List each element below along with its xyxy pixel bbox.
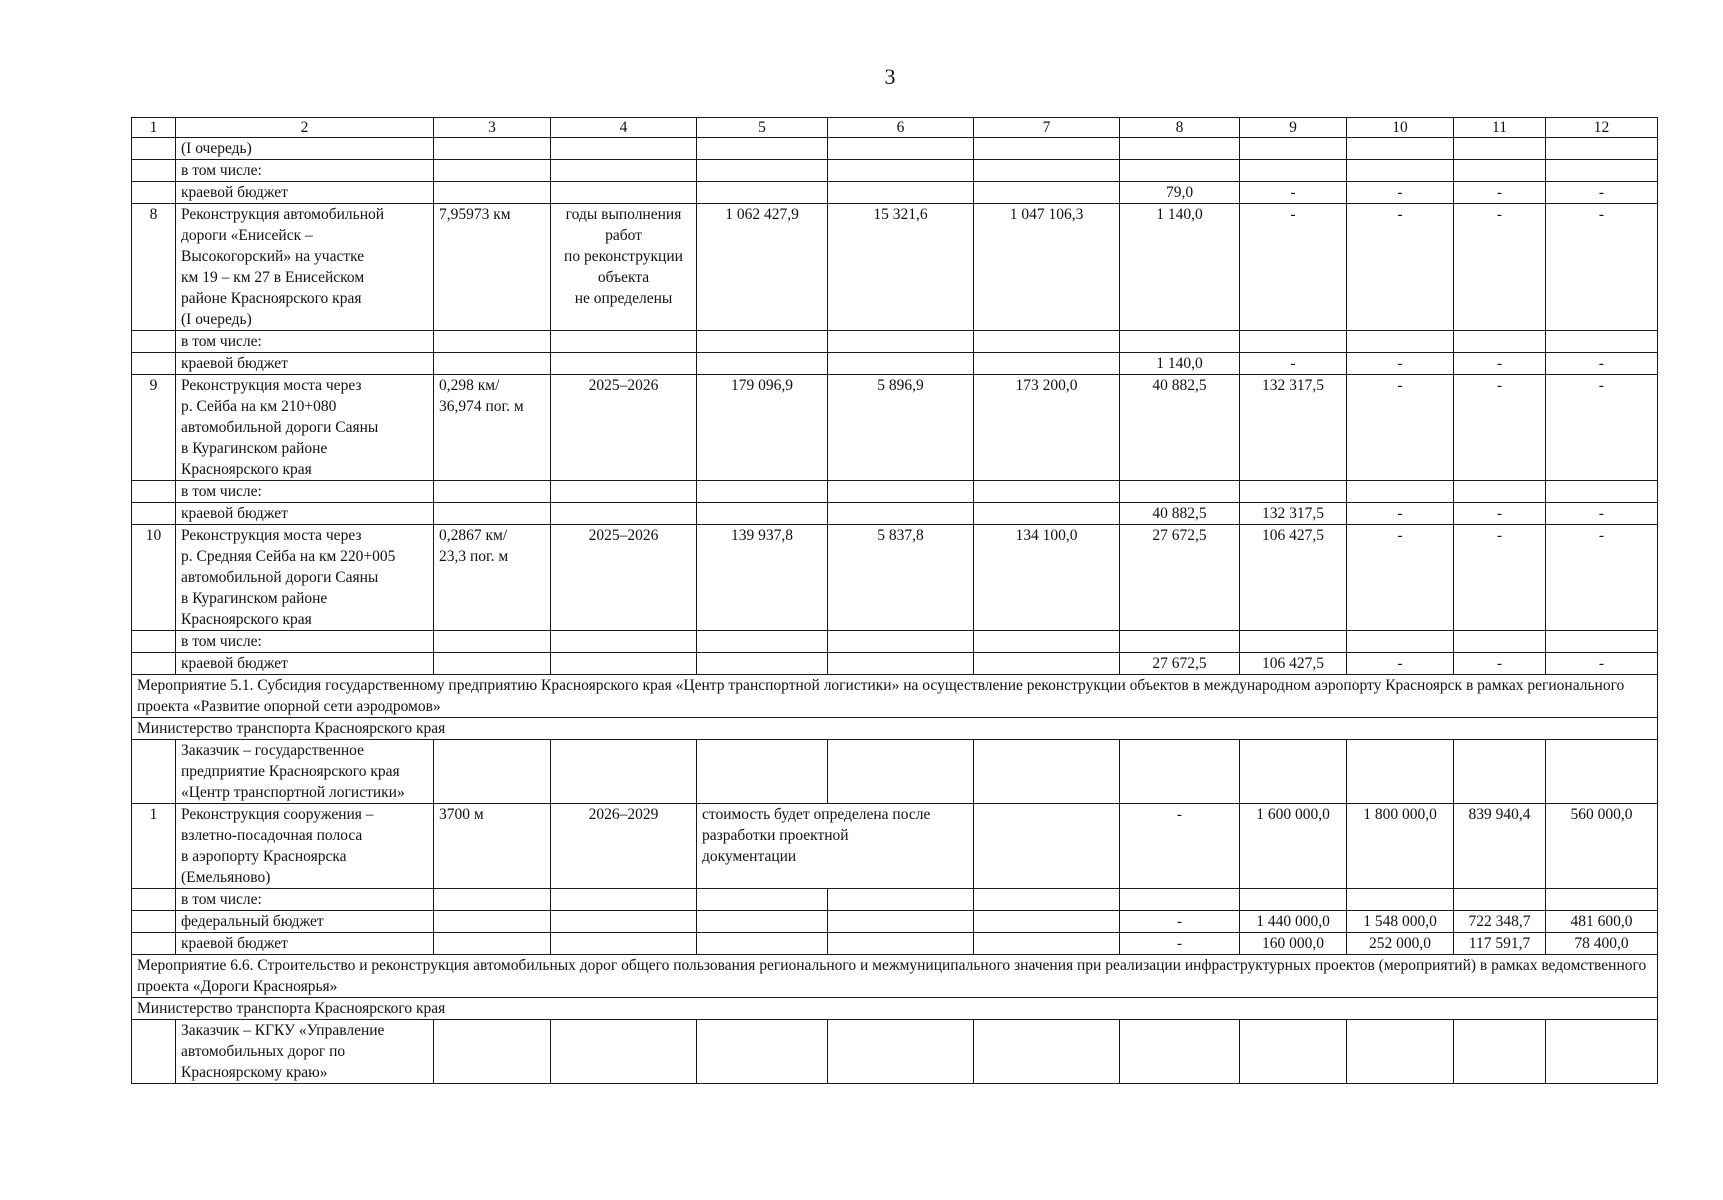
table-cell (828, 353, 974, 375)
table-cell: стоимость будет определена после разработки проектной документации (697, 804, 974, 889)
table-row (132, 933, 1658, 955)
table-cell: 15 321,6 (828, 204, 974, 331)
table-cell: 2026–2029 (551, 804, 697, 889)
table-cell: 1 800 000,0 (1347, 804, 1454, 889)
table-cell: краевой бюджет (176, 653, 434, 675)
table-cell: 40 882,5 (1120, 375, 1240, 481)
table-cell (828, 933, 974, 955)
table-cell (974, 1020, 1120, 1084)
table-cell: - (1454, 503, 1546, 525)
column-header: 1 (132, 118, 176, 138)
table-cell (1120, 138, 1240, 160)
table-cell (1347, 889, 1454, 911)
table-cell (974, 933, 1120, 955)
table-cell (1546, 631, 1658, 653)
table-cell: 839 940,4 (1454, 804, 1546, 889)
table-cell (1240, 740, 1347, 804)
table-cell (697, 653, 828, 675)
column-header: 3 (434, 118, 551, 138)
table-cell (1454, 331, 1546, 353)
table-cell: 9 (132, 375, 176, 481)
column-header: 4 (551, 118, 697, 138)
table-row (132, 182, 1658, 204)
table-cell: - (1240, 204, 1347, 331)
table-cell: - (1546, 653, 1658, 675)
table-cell: 173 200,0 (974, 375, 1120, 481)
table-cell (1546, 1020, 1658, 1084)
table-cell: - (1546, 503, 1658, 525)
table-cell (697, 182, 828, 204)
table-cell (1454, 1020, 1546, 1084)
table-cell: 1 047 106,3 (974, 204, 1120, 331)
table-cell (434, 138, 551, 160)
table-cell (1347, 138, 1454, 160)
table-cell (434, 889, 551, 911)
table-cell: - (1240, 182, 1347, 204)
table-cell (132, 653, 176, 675)
table-cell: 160 000,0 (1240, 933, 1347, 955)
table-cell: 1 440 000,0 (1240, 911, 1347, 933)
table-cell: 106 427,5 (1240, 653, 1347, 675)
table-cell (434, 653, 551, 675)
table-row (132, 525, 1658, 631)
table-cell (1454, 138, 1546, 160)
table-cell (434, 182, 551, 204)
table-cell: краевой бюджет (176, 182, 434, 204)
table-cell (551, 331, 697, 353)
table-cell (1454, 889, 1546, 911)
table-cell: 5 896,9 (828, 375, 974, 481)
table-cell (434, 331, 551, 353)
table-cell (551, 481, 697, 503)
table-cell (697, 138, 828, 160)
column-header: 12 (1546, 118, 1658, 138)
table-cell (828, 138, 974, 160)
table-cell (974, 889, 1120, 911)
table-cell: - (1120, 911, 1240, 933)
table-cell: - (1347, 653, 1454, 675)
table-cell (132, 889, 176, 911)
table-cell (697, 503, 828, 525)
table-cell (828, 503, 974, 525)
table-cell (132, 182, 176, 204)
table-cell: - (1546, 375, 1658, 481)
table-cell (1240, 631, 1347, 653)
table-cell: 1 600 000,0 (1240, 804, 1347, 889)
table-cell (132, 138, 176, 160)
table-cell (1546, 740, 1658, 804)
table-row (132, 911, 1658, 933)
table-cell: 117 591,7 (1454, 933, 1546, 955)
table-cell (974, 631, 1120, 653)
table-cell: 481 600,0 (1546, 911, 1658, 933)
table-cell (1120, 331, 1240, 353)
table-cell: - (1546, 525, 1658, 631)
table-cell (974, 182, 1120, 204)
section-title: Мероприятие 6.6. Строительство и реконструкция автомобильных дорог общего пользования регионального и межмуниципального значения при реализации инфраструктурных проектов (мероприятий) в рамках ведомственного проекта «Дороги Красноярья» (132, 955, 1658, 998)
table-cell: - (1347, 353, 1454, 375)
table-row (132, 889, 1658, 911)
table-row (132, 740, 1658, 804)
table-cell: 7,95973 км (434, 204, 551, 331)
table-cell (1546, 331, 1658, 353)
table-cell: федеральный бюджет (176, 911, 434, 933)
table-cell (1546, 138, 1658, 160)
table-cell: в том числе: (176, 160, 434, 182)
table-cell: 1 062 427,9 (697, 204, 828, 331)
table-row (132, 1020, 1658, 1084)
table-row (132, 331, 1658, 353)
table-cell (132, 631, 176, 653)
table-cell: - (1454, 525, 1546, 631)
table-cell: - (1347, 182, 1454, 204)
table-cell: - (1454, 204, 1546, 331)
table-cell (1120, 631, 1240, 653)
table-cell (1240, 138, 1347, 160)
table-cell: в том числе: (176, 631, 434, 653)
table-cell: 40 882,5 (1120, 503, 1240, 525)
table-cell (974, 804, 1120, 889)
table-cell (697, 889, 828, 911)
table-cell (828, 889, 974, 911)
table-cell (1546, 481, 1658, 503)
table-cell: 560 000,0 (1546, 804, 1658, 889)
table-cell (974, 138, 1120, 160)
table-cell (551, 911, 697, 933)
table-cell: - (1454, 353, 1546, 375)
table-cell: Заказчик – государственное предприятие Красноярского края «Центр транспортной логистики» (176, 740, 434, 804)
table-cell (697, 1020, 828, 1084)
table-cell (1347, 740, 1454, 804)
table-cell (434, 740, 551, 804)
table-row (132, 804, 1658, 889)
table-cell (132, 740, 176, 804)
table-cell: 27 672,5 (1120, 653, 1240, 675)
table-cell (1120, 889, 1240, 911)
table-row (132, 353, 1658, 375)
table-cell (974, 911, 1120, 933)
table-cell: 8 (132, 204, 176, 331)
table-cell (1120, 481, 1240, 503)
page-number: 3 (884, 64, 896, 89)
table-cell (828, 481, 974, 503)
table-cell: - (1546, 182, 1658, 204)
table-cell: 3700 м (434, 804, 551, 889)
section-row (132, 998, 1658, 1020)
table-cell (697, 740, 828, 804)
table-cell: 179 096,9 (697, 375, 828, 481)
table-row (132, 481, 1658, 503)
table-cell (551, 182, 697, 204)
table-cell: 134 100,0 (974, 525, 1120, 631)
table-cell: 0,2867 км/ 23,3 пог. м (434, 525, 551, 631)
table-cell (1454, 481, 1546, 503)
table-row (132, 160, 1658, 182)
table-cell (828, 331, 974, 353)
table-cell (434, 503, 551, 525)
table-cell (828, 182, 974, 204)
table-cell: 1 (132, 804, 176, 889)
table-cell: краевой бюджет (176, 503, 434, 525)
table-cell (434, 1020, 551, 1084)
table-cell: в том числе: (176, 331, 434, 353)
column-header: 8 (1120, 118, 1240, 138)
table-row (132, 503, 1658, 525)
table-cell (1347, 331, 1454, 353)
table-cell (434, 933, 551, 955)
table-cell (1347, 631, 1454, 653)
table-cell (1120, 1020, 1240, 1084)
table-cell (828, 631, 974, 653)
table-cell: краевой бюджет (176, 353, 434, 375)
table-cell (697, 933, 828, 955)
table-cell (828, 160, 974, 182)
column-header: 11 (1454, 118, 1546, 138)
table-cell: 139 937,8 (697, 525, 828, 631)
table-cell (551, 631, 697, 653)
table-cell: Реконструкция автомобильной дороги «Енисейск – Высокогорский» на участке км 19 – км 27 в Енисейском районе Красноярского края (I очередь) (176, 204, 434, 331)
table-cell (434, 481, 551, 503)
table-cell (1240, 889, 1347, 911)
table-row (132, 631, 1658, 653)
table-cell (1546, 160, 1658, 182)
budget-table (131, 117, 1658, 1084)
table-cell (132, 353, 176, 375)
table-row (132, 204, 1658, 331)
table-cell: - (1546, 204, 1658, 331)
table-cell: Реконструкция моста через р. Сейба на км 210+080 автомобильной дороги Саяны в Курагинском районе Красноярского края (176, 375, 434, 481)
table-cell (828, 653, 974, 675)
table-cell (132, 331, 176, 353)
section-row (132, 718, 1658, 740)
table-cell: - (1546, 353, 1658, 375)
table-cell (1240, 160, 1347, 182)
table-cell (974, 740, 1120, 804)
table-cell (551, 889, 697, 911)
table-cell (697, 911, 828, 933)
table-cell (974, 160, 1120, 182)
table-row (132, 653, 1658, 675)
table-cell (1240, 481, 1347, 503)
table-cell (132, 911, 176, 933)
table-cell: 10 (132, 525, 176, 631)
table-cell: - (1347, 525, 1454, 631)
table-cell: 0,298 км/ 36,974 пог. м (434, 375, 551, 481)
table-cell (697, 353, 828, 375)
table-cell (697, 160, 828, 182)
table-cell: Реконструкция сооружения – взлетно-посадочная полоса в аэропорту Красноярска (Емельяново) (176, 804, 434, 889)
table-cell (132, 503, 176, 525)
table-cell (974, 481, 1120, 503)
column-header: 10 (1347, 118, 1454, 138)
table-cell (434, 353, 551, 375)
table-cell: в том числе: (176, 889, 434, 911)
table-row (132, 138, 1658, 160)
table-cell (1347, 481, 1454, 503)
table-cell: 132 317,5 (1240, 375, 1347, 481)
table-cell: Реконструкция моста через р. Средняя Сейба на км 220+005 автомобильной дороги Саяны в Курагинском районе Красноярского края (176, 525, 434, 631)
table-cell (974, 331, 1120, 353)
table-cell (828, 911, 974, 933)
column-header: 5 (697, 118, 828, 138)
table-cell: краевой бюджет (176, 933, 434, 955)
table-cell (697, 481, 828, 503)
table-cell: 722 348,7 (1454, 911, 1546, 933)
table-cell (1240, 1020, 1347, 1084)
table-cell (551, 503, 697, 525)
table-cell (1546, 889, 1658, 911)
table-cell: - (1347, 375, 1454, 481)
table-cell (551, 1020, 697, 1084)
table-cell (132, 160, 176, 182)
table-cell: (I очередь) (176, 138, 434, 160)
table-cell (551, 740, 697, 804)
table-cell: - (1347, 503, 1454, 525)
table-cell (1347, 160, 1454, 182)
table-cell (697, 331, 828, 353)
table-cell: 27 672,5 (1120, 525, 1240, 631)
table-cell (434, 911, 551, 933)
table-cell (1240, 331, 1347, 353)
table-cell (1347, 1020, 1454, 1084)
table-cell (1120, 160, 1240, 182)
column-header: 9 (1240, 118, 1347, 138)
table-cell: - (1240, 353, 1347, 375)
table-cell (551, 653, 697, 675)
table-cell (974, 353, 1120, 375)
table-cell (551, 138, 697, 160)
table-cell: - (1120, 933, 1240, 955)
table-cell (1120, 740, 1240, 804)
table-cell: - (1454, 182, 1546, 204)
table-cell: 106 427,5 (1240, 525, 1347, 631)
table-cell: - (1454, 653, 1546, 675)
column-header-row (132, 118, 1658, 138)
table-cell: в том числе: (176, 481, 434, 503)
table-cell (551, 353, 697, 375)
table-cell: 1 140,0 (1120, 353, 1240, 375)
table-cell: - (1347, 204, 1454, 331)
table-row (132, 375, 1658, 481)
table-cell (1454, 160, 1546, 182)
table-cell (132, 1020, 176, 1084)
section-title: Министерство транспорта Красноярского края (132, 998, 1658, 1020)
table-cell: 78 400,0 (1546, 933, 1658, 955)
table-cell (551, 933, 697, 955)
table-cell: 2025–2026 (551, 375, 697, 481)
table-cell: 79,0 (1120, 182, 1240, 204)
table-cell (551, 160, 697, 182)
table-cell: 1 548 000,0 (1347, 911, 1454, 933)
table-cell (974, 653, 1120, 675)
table-cell (828, 740, 974, 804)
table-cell (697, 631, 828, 653)
table-cell (828, 1020, 974, 1084)
table-cell: годы выполнения работ по реконструкции объекта не определены (551, 204, 697, 331)
table-cell (974, 503, 1120, 525)
section-title: Министерство транспорта Красноярского края (132, 718, 1658, 740)
table-cell: Заказчик – КГКУ «Управление автомобильных дорог по Красноярскому краю» (176, 1020, 434, 1084)
column-header: 7 (974, 118, 1120, 138)
table-cell: 1 140,0 (1120, 204, 1240, 331)
table-cell (132, 481, 176, 503)
table-cell (434, 160, 551, 182)
table-cell: 252 000,0 (1347, 933, 1454, 955)
section-row (132, 955, 1658, 998)
table-cell: - (1454, 375, 1546, 481)
column-header: 2 (176, 118, 434, 138)
table-cell (1454, 631, 1546, 653)
table-cell (132, 933, 176, 955)
table-cell (434, 631, 551, 653)
table-cell: - (1120, 804, 1240, 889)
table-cell: 2025–2026 (551, 525, 697, 631)
column-header: 6 (828, 118, 974, 138)
section-title: Мероприятие 5.1. Субсидия государственному предприятию Красноярского края «Центр транспортной логистики» на осуществление реконструкции объектов в международном аэропорту Красноярск в рамках регионального проекта «Развитие опорной сети аэродромов» (132, 675, 1658, 718)
table-cell: 132 317,5 (1240, 503, 1347, 525)
section-row (132, 675, 1658, 718)
table-cell: 5 837,8 (828, 525, 974, 631)
table-cell (1454, 740, 1546, 804)
